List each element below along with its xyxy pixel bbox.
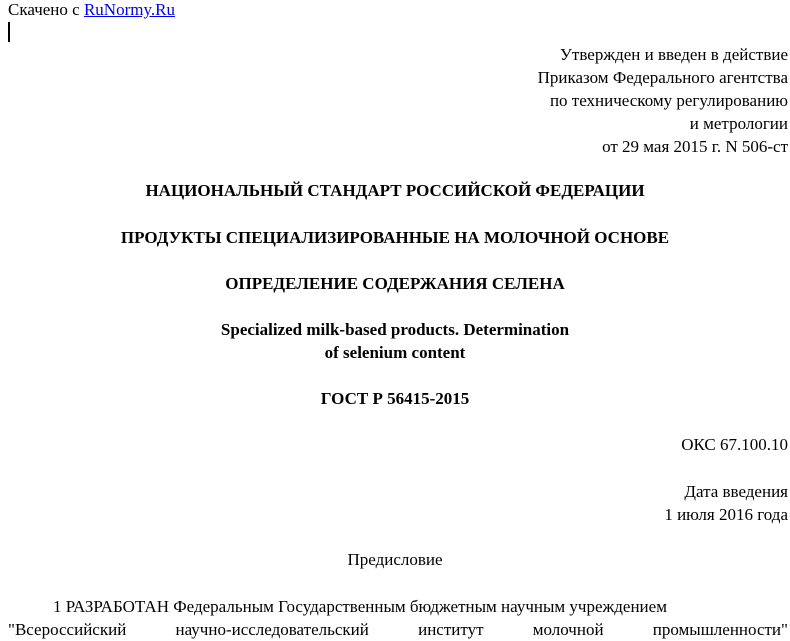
text-cursor — [8, 22, 10, 42]
approval-line: по техническому регулированию — [549, 91, 788, 110]
oks-code: ОКС 67.100.10 — [681, 435, 788, 454]
body-word: научно-исследовательский — [175, 620, 369, 639]
body-word: "Всероссийский — [8, 620, 127, 639]
products-heading: ПРОДУКТЫ СПЕЦИАЛИЗИРОВАННЫЕ НА МОЛОЧНОЙ ОСНОВЕ — [120, 228, 670, 247]
source-link[interactable]: RuNormy.Ru — [83, 0, 175, 19]
body-word: институт — [418, 620, 484, 639]
english-title — [0, 318, 790, 364]
approval-line: и метрологии — [689, 114, 788, 133]
source-line — [8, 0, 175, 21]
source-prefix: Скачено с — [8, 0, 84, 19]
approval-line: от 29 мая 2015 г. N 506-ст — [602, 137, 788, 156]
approval-block — [538, 43, 788, 158]
national-standard-heading: НАЦИОНАЛЬНЫЙ СТАНДАРТ РОССИЙСКОЙ ФЕДЕРАЦИИ — [145, 181, 645, 200]
english-title-line: Specialized milk-based products. Determination — [220, 320, 570, 339]
approval-line: Утвержден и введен в действие — [559, 45, 788, 64]
intro-date-value: 1 июля 2016 года — [664, 505, 788, 524]
english-title-line: of selenium content — [324, 343, 466, 362]
body-word: промышленности" — [652, 620, 788, 639]
body-paragraph — [8, 595, 788, 641]
selenium-heading: ОПРЕДЕЛЕНИЕ СОДЕРЖАНИЯ СЕЛЕНА — [225, 274, 565, 293]
body-line — [8, 618, 788, 641]
gost-number: ГОСТ Р 56415-2015 — [320, 389, 470, 408]
body-word: молочной — [532, 620, 604, 639]
approval-line: Приказом Федерального агентства — [537, 68, 788, 87]
preface-heading: Предисловие — [347, 550, 443, 569]
body-line: 1 РАЗРАБОТАН Федеральным Государственным бюджетным научным учреждением — [53, 597, 667, 616]
intro-date-label: Дата введения — [684, 482, 788, 501]
intro-date-block — [664, 480, 788, 526]
